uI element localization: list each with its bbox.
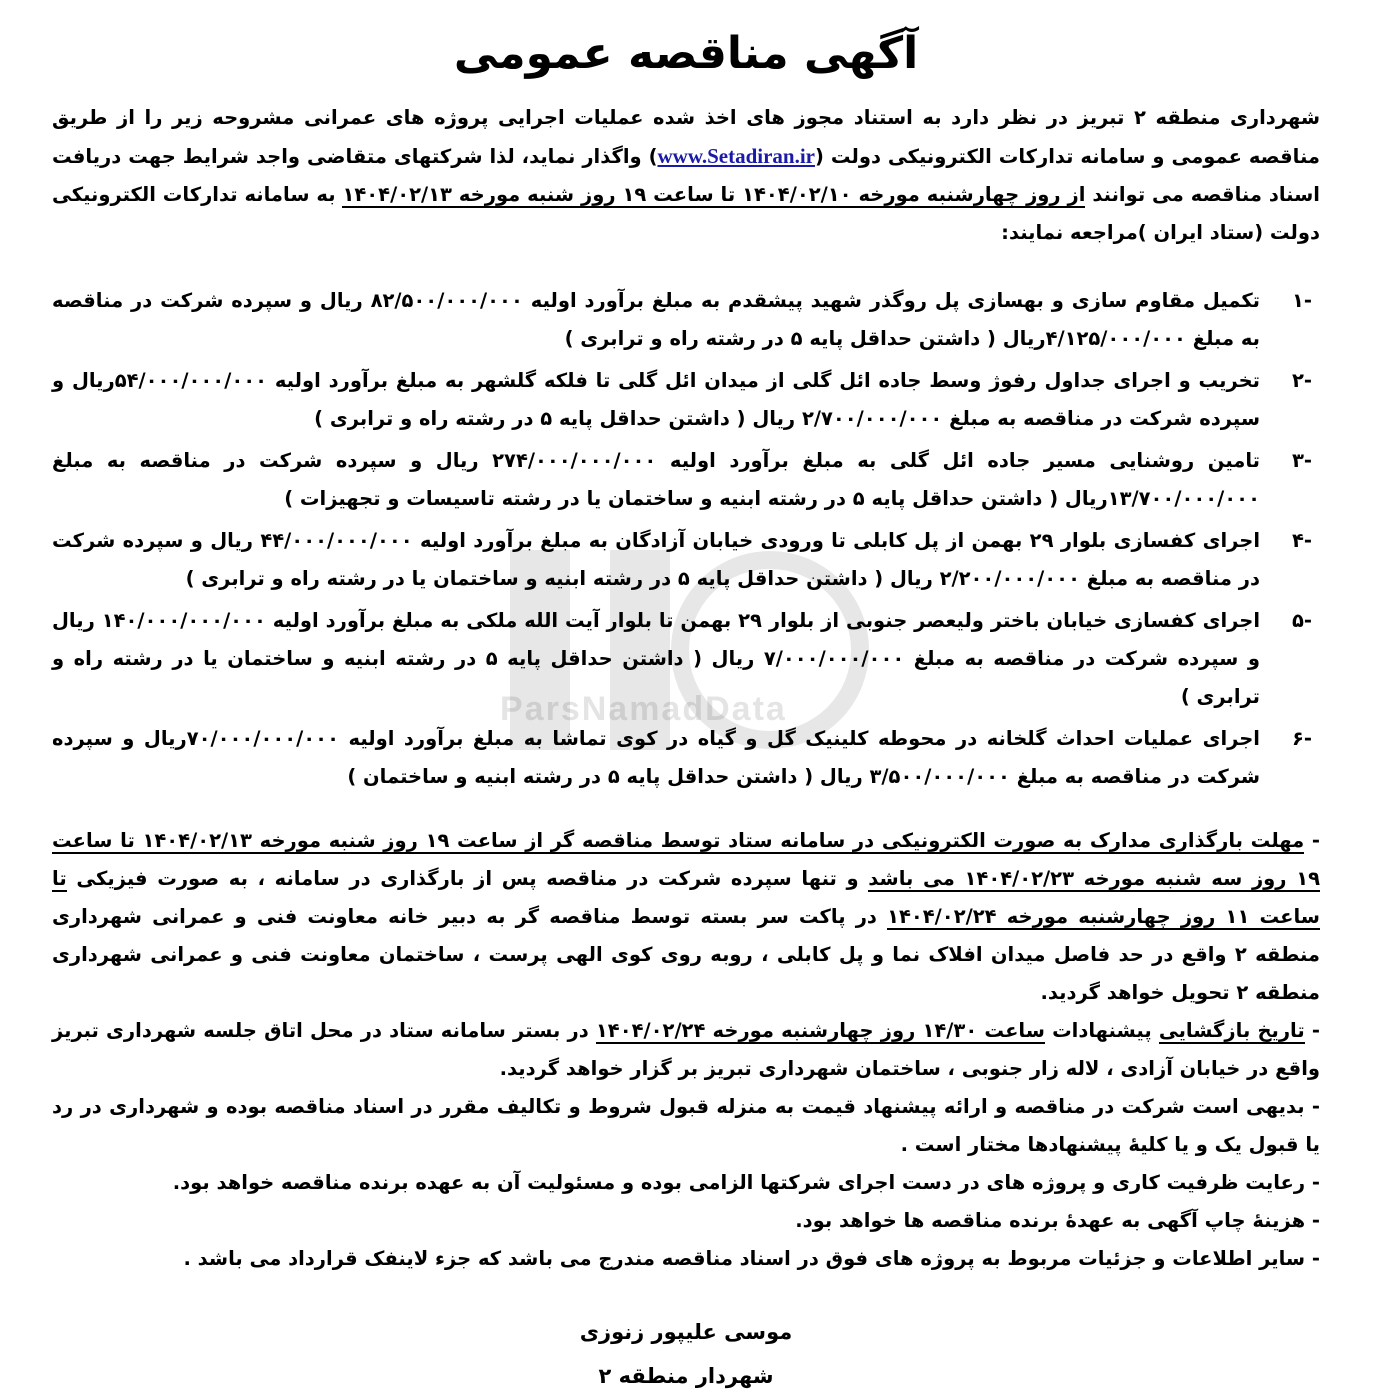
- list-item: [52, 602, 1320, 716]
- signatory-name: موسی علیپور زنوزی: [579, 1320, 793, 1344]
- signature-block: [52, 1310, 1320, 1398]
- upload-deadline-text-3: و تنها سپرده شرکت در مناقصه پس از بارگذاری در سامانه ، به صورت فیزیکی: [66, 867, 869, 890]
- item-number: -۶: [1292, 727, 1312, 750]
- opening-text-3: در بستر سامانه ستاد در محل اتاق جلسه شهرداری تبریز واقع در خیابان آزادی ، لاله زار جنوبی ، ساختمان شهرداری تبریز بر گزار خواهد گردید.: [52, 1019, 1320, 1080]
- bullet-dash: -: [1304, 1019, 1320, 1042]
- setadiran-link[interactable]: www.Setadiran.ir: [657, 144, 815, 168]
- upload-deadline-label: مهلت بارگذاری: [1158, 829, 1305, 852]
- intro-text-1: شهرداری منطقه ۲ تبریز در نظر دارد به استناد مجوز های اخذ شده عملیات اجرایی پروژه های عمرانی مشروحه زیر را از طریق مناقصه عمومی و سامانه تدارکات الکترونیکی دولت (: [52, 106, 1321, 168]
- note-item: - بدیهی است شرکت در مناقصه و ارائه پیشنهاد قیمت به منزله قبول شروط و تکالیف مقرر در اسناد مناقصه بوده و شهرداری در رد یا قبول یک و یا کلیهٔ پیشنهادها مختار است .: [52, 1095, 1320, 1156]
- item-number: -۴: [1292, 529, 1312, 552]
- note-item: - رعایت ظرفیت کاری و پروژه های در دست اجرای شرکتها الزامی بوده و مسئولیت آن به عهده برنده مناقصه خواهد بود.: [172, 1171, 1320, 1194]
- item-number: -۵: [1292, 609, 1312, 632]
- intro-text-4: به سامانه تدارکات الکترونیکی دولت (ستاد ایران )مراجعه نمایند:: [52, 183, 1320, 244]
- tender-notice: [52, 18, 1320, 1398]
- upload-deadline-text-1: مدارک به صورت الکترونیکی در سامانه ستاد توسط مناقصه گر از ساعت ۱۹ روز شنبه مورخه ۱۴۰۴/۰۲/۱۳: [142, 829, 1159, 852]
- item-text: اجرای کفسازی بلوار ۲۹ بهمن از پل کابلی تا ورودی خیابان آزادگان به مبلغ برآورد اولیه ۴۴/۰۰۰/۰۰۰/۰۰۰ ریال و سپرده شرکت در مناقصه به مبلغ ۲/۲۰۰/۰۰۰/۰۰۰ ریال ( داشتن حداقل پایه ۵ در رشته ابنیه و ساختمان یا در رشته راه و ترابری ): [52, 529, 1260, 590]
- item-text: اجرای عملیات احداث گلخانه در محوطه کلینیک گل و گیاه در کوی تماشا به مبلغ برآورد اولیه ۷۰/۰۰۰/۰۰۰/۰۰۰ریال و سپرده شرکت در مناقصه به مبلغ ۳/۵۰۰/۰۰۰/۰۰۰ ریال ( داشتن حداقل پایه ۵ در رشته ابنیه و ساختمان ): [52, 727, 1260, 788]
- item-number: -۱: [1292, 289, 1312, 312]
- list-item: [52, 362, 1320, 438]
- upload-deadline-text-5: در پاکت سر بسته توسط مناقصه گر به دبیر خانه معاونت فنی و عمرانی شهرداری منطقه ۲ واقع در حد فاصل میدان افلاک نما و پل کابلی ، روبه روی کوی الهی پرست ، ساختمان معاونت فنی و عمرانی شهرداری منطقه ۲ تحویل خواهد گردید.: [52, 905, 1320, 1004]
- note-item: - هزینهٔ چاپ آگهی به عهدهٔ برنده مناقصه ها خواهد بود.: [795, 1209, 1320, 1232]
- conditions-section: [52, 822, 1320, 1278]
- project-list: [52, 282, 1320, 796]
- opening-text-2: ساعت ۱۴/۳۰ روز چهارشنبه مورخه ۱۴۰۴/۰۲/۲۴: [595, 1019, 1045, 1042]
- watermark-text: ParsNamadData: [500, 690, 787, 728]
- upload-deadline-paragraph: [52, 822, 1320, 1012]
- intro-date-range: از روز چهارشنبه مورخه ۱۴۰۴/۰۲/۱۰ تا ساعت ۱۹ روز شنبه مورخه ۱۴۰۴/۰۲/۱۳: [342, 183, 1086, 206]
- page-title: آگهی مناقصه عمومی: [453, 28, 919, 79]
- upload-deadline-text-4: تا ساعت ۱۱ روز چهارشنبه مورخه ۱۴۰۴/۰۲/۲۴: [52, 867, 1320, 928]
- signatory-role: شهردار منطقه ۲: [598, 1364, 774, 1388]
- item-number: -۳: [1292, 449, 1312, 472]
- list-item: [52, 522, 1320, 598]
- item-text: اجرای کفسازی خیابان باختر ولیعصر جنوبی از بلوار ۲۹ بهمن تا بلوار آیت الله ملکی به مبلغ برآورد اولیه ۱۴۰/۰۰۰/۰۰۰/۰۰۰ ریال و سپرده شرکت در مناقصه به مبلغ ۷/۰۰۰/۰۰۰/۰۰۰ ریال ( داشتن حداقل پایه ۵ در رشته ابنیه و ساختمان یا در رشته راه و ترابری ): [52, 609, 1260, 708]
- item-text: تخریب و اجرای جداول رفوژ وسط جاده ائل گلی از میدان ائل گلی تا فلکه گلشهر به مبلغ برآورد اولیه ۵۴/۰۰۰/۰۰۰/۰۰۰ریال و سپرده شرکت در مناقصه به مبلغ ۲/۷۰۰/۰۰۰/۰۰۰ ریال ( داشتن حداقل پایه ۵ در رشته راه و ترابری ): [52, 369, 1260, 430]
- upload-deadline-text-2: تا ساعت ۱۹ روز سه شنبه مورخه ۱۴۰۴/۰۲/۲۳ می باشد: [52, 829, 1320, 890]
- item-number: -۲: [1292, 369, 1312, 392]
- list-item: [52, 282, 1320, 358]
- list-item: [52, 720, 1320, 796]
- opening-text-1: پیشنهادات: [1044, 1019, 1159, 1042]
- bullet-dash: -: [1304, 829, 1321, 852]
- item-text: تکمیل مقاوم سازی و بهسازی پل روگذر شهید پیشقدم به مبلغ برآورد اولیه ۸۲/۵۰۰/۰۰۰/۰۰۰ ریال و سپرده شرکت در مناقصه به مبلغ ۴/۱۲۵/۰۰۰/۰۰۰ریال ( داشتن حداقل پایه ۵ در رشته راه و ترابری ): [52, 289, 1260, 350]
- intro-paragraph: [52, 99, 1320, 252]
- item-text: تامین روشنایی مسیر جاده ائل گلی به مبلغ برآورد اولیه ۲۷۴/۰۰۰/۰۰۰/۰۰۰ ریال و سپرده شرکت در مناقصه به مبلغ ۱۳/۷۰۰/۰۰۰/۰۰۰ریال ( داشتن حداقل پایه ۵ در رشته ابنیه و ساختمان یا در رشته تاسیسات و تجهیزات ): [52, 449, 1260, 510]
- opening-date-label: تاریخ بازگشایی: [1158, 1019, 1305, 1042]
- note-item: - سایر اطلاعات و جزئیات مربوط به پروژه های فوق در اسناد مناقصه مندرج می باشد که جزء لاینفک قرارداد می باشد .: [183, 1247, 1320, 1270]
- opening-date-paragraph: [52, 1012, 1320, 1088]
- list-item: [52, 442, 1320, 518]
- intro-text-2: ) واگذار نماید، لذا شرکتهای متقاضی واجد شرایط جهت دریافت اسناد مناقصه می توانند: [52, 145, 1320, 206]
